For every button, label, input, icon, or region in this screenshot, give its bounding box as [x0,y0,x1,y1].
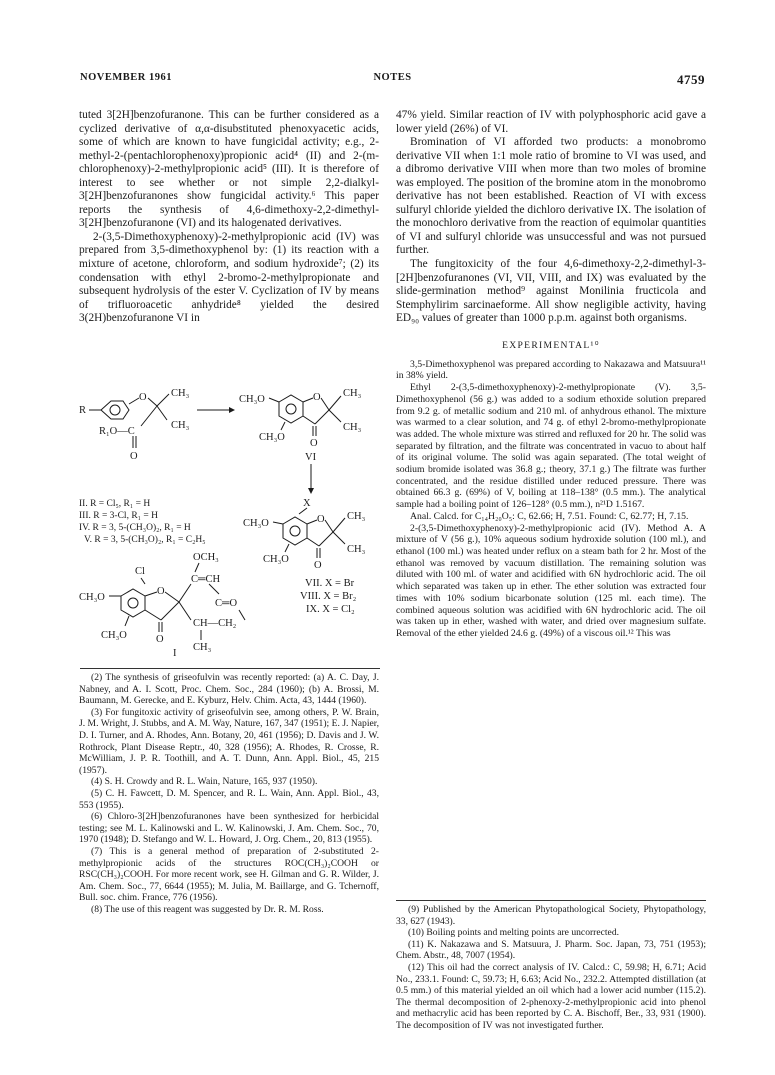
compound-number-i: I [173,648,177,658]
definition-iv: IV. R = 3, 5-(CH₃O)₂, R₁ = H [79,523,191,533]
header-date: NOVEMBER 1961 [80,72,172,83]
experimental-paragraph: Ethyl 2-(3,5-dimethoxyphenoxy)-2-methylpropionate (V). 3,5-Dimethoxyphenol (56 g.) was added to a sodium ethoxide solution prepared from 9.2 g. of metallic sodium and 210 ml. of anhydrous ethanol. The mixture was warmed to a clear solution, and 74 g. of ethyl 2-bromo-methylpropionate was added. The whole mixture was stirred and refluxed for 20 hr. The solid was separated by filtration, and the filtrate was concentrated in vacuo to about half of its original volume. The solid was again separated. (The total weight of sodium bromide isolated was 36.8 g.; theory, 37.1 g.) The filtrate was further concentrated, and the residue distilled under reduced pressure. There was obtained 66.3 g. (69%) of V, boiling at 118–138° (0.5 mm.). The analytical sample had a boiling point of 126–128° (0.5 mm.), n²¹D 1.5167. [396,382,706,511]
footnote: (6) Chloro-3[2H]benzofuranones have been synthesized for herbicidal testing; see M. L. Kalinowski and L. W. Kalinowski, J. Am. Chem. Soc., 70, 1970 (1948); D. Stefango and W. L. Howard, J. Org. Chem., 20, 813 (1955). [79,811,379,846]
halogen-label: X [303,498,311,509]
experimental-paragraph: Anal. Calcd. for C₁₄H₂₀O₅: C, 62.66; H, 7.51. Found: C, 62.77; H, 7.15. [410,510,689,522]
ring-oxygen: O [310,438,318,449]
carbonyl-oxygen: O [130,451,138,462]
header-section: NOTES [373,72,412,83]
body-paragraph: 2-(3,5-Dimethoxyphenoxy)-2-methylpropionic acid (IV) was prepared from 3,5-dimethoxyphenol by: (1) its reaction with a mixture of acetone, chloroform, and sodium hydroxide⁷; (2) its condensation with ethyl 2-bromo-2-methylpropionate and subsequent hydrolysis of the ester V. Cyclization of IV by means of trifluoroacetic anhydride⁸ yielded the desired 3(2H)benzofuranone VI in [79,230,379,325]
methyl-label: CH₃ [343,422,362,433]
reaction-scheme [79,388,384,658]
methoxy-label: CH₃O [79,592,105,603]
experimental-heading: EXPERIMENTAL¹⁰ [502,339,600,351]
methoxy-label: OCH₃ [193,552,219,563]
methoxy-label: CH₃O [243,518,269,529]
definition-viii: VIII. X = Br₂ [300,591,357,602]
methyl-label: CH₃ [347,544,366,555]
definition-vii: VII. X = Br [305,578,355,589]
body-paragraph: tuted 3[2H]benzofuranone. This can be further considered as a cyclized derivative of α,α-disubstituted phenoxyacetic acids, some of which are known to have fungicidal activity; e.g., 2-methyl-2-(pentachlorophenoxy)propionic acid⁴ (II) and 2-(m-chlorophenoxy)-2-methylpropionic acid⁵ (III). It is therefore of interest to see whether or not simple 2,2-dialkyl-3[2H]benzofuranones show fungicidal activity.⁶ This paper reports the synthesis of 4,6-dimethoxy-2,2-dimethyl-3[2H]benzofuranone (VI) and its halogenated derivatives. [79,109,379,230]
halogenated-benzofuranone-structure [243,498,366,615]
footnote: (5) C. H. Fawcett, D. M. Spencer, and R. L. Wain, Ann. Appl. Biol., 43, 553 (1955). [79,787,379,811]
experimental-paragraph: 3,5-Dimethoxyphenol was prepared according to Nakazawa and Matsuura¹¹ in 38% yield. [396,358,706,382]
footnote: (10) Boiling points and melting points are uncorrected. [408,927,620,939]
definition-ix: IX. X = Cl₂ [306,604,355,615]
footnote: (11) K. Nakazawa and S. Matsuura, J. Pharm. Soc. Japan, 73, 751 (1953); Chem. Abstr., 48, 7007 (1954). [396,938,706,962]
methoxy-label: CH₃O [101,630,127,641]
running-header [80,72,705,88]
body-paragraph: Bromination of VI afforded two products: a monobromo derivative VII when 1:1 mole ratio of bromine to VI was used, and a dibromo derivative VIII when more than two moles of bromine was employed. The position of the bromine atom in the monobromo derivative has not been established. Reaction of VI with excess sulfuryl chloride yielded the dichloro derivative IX. The isolation of the monochloro derivative from the reaction of equimolar quantities of VI and sulfuryl chloride was unsuccessful and was not pursued further. [396,136,706,257]
methoxy-label: CH₃O [259,432,285,443]
methyl-label: CH₃ [193,642,212,653]
r-substituent-label: R [79,405,87,416]
benzofuranone-vi-structure [239,388,362,463]
methyl-label: CH₃ [347,511,366,522]
ring-oxygen: O [314,560,322,571]
body-paragraph: The fungitoxicity of the four 4,6-dimethoxy-2,2-dimethyl-3-[2H]benzofuranones (VI, VII, VIII, and IX) was evaluated by the slide-germination method⁹ against Monilinia fructicola and Stemphylirim sarcinaeforme. All show negligible activity, having ED₉₀ values of greater than 1000 p.p.m. against both organisms. [396,258,706,325]
chlorine-label: Cl [135,566,145,577]
ether-oxygen: O [139,392,147,403]
definition-v: V. R = 3, 5-(CH₃O)₂, R₁ = C₂H₅ [84,535,206,545]
footnote: (2) The synthesis of griseofulvin was recently reported: (a) A. C. Day, J. Nabney, and A. I. Scott, Proc. Chem. Soc., 284 (1960); (b) A. Brossi, M. Baumann, M. Gerecke, and E. Kyburz, Helv. Chim. Acta, 43, 1444 (1960). [79,672,379,707]
definition-iii: III. R = 3-Cl, R₁ = H [79,511,158,521]
body-paragraph: 47% yield. Similar reaction of IV with polyphosphoric acid gave a lower yield (26%) of VI. [396,109,706,135]
footnote-rule [80,668,380,669]
methyl-label: CH₃ [171,420,190,431]
ester-label: R₁O—C [99,426,135,437]
methyl-label: CH₃ [171,388,190,399]
footnote: (12) This oil had the correct analysis of IV. Calcd.: C, 59.98; H, 6.71; Acid No., 233.1. Found: C, 59.73; H, 6.63; Acid No., 232.2. Attempted distillation (at 0.5 mm.) of this material yielded an oil which had a lower acid number (115.2). The thermal decomposition of 2-phenoxy-2-methylpropionic acid into phenol and methacrylic acid has been reported by C. A. Bischoff, Ber., 33, 931 (1900). The decomposition of IV was not investigated further. [396,961,706,1031]
methoxy-label: CH₃O [263,554,289,565]
definition-ii: II. R = Cl₅, R₁ = H [79,499,151,509]
footnote: (7) This is a general method of preparation of 2-substituted 2-methylpropionic acids of the structures ROC(CH₃)₂COOH or RSC(CH₃)₂COOH. For more recent work, see H. Gilman and G. R. Wilder, J. Am. Chem. Soc., 77, 6644 (1955); M. Julia, M. Baillarge, and G. Tchernoff, Bull. soc. chim. France, 776 (1956). [79,845,379,904]
methine-label: CH—CH₂ [193,618,237,629]
page-number: 4759 [677,72,705,87]
footnote-rule [396,900,706,901]
right-footnotes [396,904,706,1032]
ketone-label: C═O [215,598,238,609]
left-footnotes [79,672,379,915]
ring-oxygen: O [313,392,321,403]
right-column [396,109,706,640]
phenoxy-acid-structure [79,388,190,462]
enone-label: C═CH [191,574,221,585]
ring-oxygen: O [157,586,165,597]
footnote: (9) Published by the American Phytopathological Society, Phytopathology, 33, 627 (1943). [396,904,706,927]
footnote: (3) For fungitoxic activity of griseofulvin see, among others, P. W. Brain, J. M. Wright, J. Stubbs, and A. M. Way, Nature, 167, 347 (1951); E. J. Napier, D. I. Turner, and A. Rhodes, Ann. Botany, 20, 461 (1956); D. Davis and J. W. Rothrock, Plant Disease Reptr., 40, 328 (1956); A. Rhodes, R. Crosse, R. McWilliam, J. P. R. Toothill, and A. T. Dunn, Ann. Appl. Biol., 45, 215 (1957). [79,706,379,776]
methyl-label: CH₃ [343,388,362,399]
methoxy-label: CH₃O [239,394,265,405]
footnote: (4) S. H. Crowdy and R. L. Wain, Nature, 165, 937 (1950). [91,776,318,788]
left-column [79,109,379,326]
footnote: (8) The use of this reagent was suggested by Dr. R. M. Ross. [91,903,324,915]
ring-oxygen: O [156,634,164,645]
griseofulvin-structure [79,552,245,658]
experimental-paragraph: 2-(3,5-Dimethoxyphenoxy)-2-methylpropionic acid (IV). Method A. A mixture of V (56 g.), 10% aqueous sodium hydroxide solution (100 ml.), and ethanol (100 ml.) was heated under reflux on a steam bath for 2 hr. Most of the ethanol was removed by vacuum distillation. The remaining solution was diluted with 100 ml. of water and acidified with 6N hydrochloric acid. The oil which separated was taken up in ether. The ether solution was extracted four times with 10% sodium bicarbonate solution (125 ml. each time). The combined aqueous solution was acidified with 6N hydrochloric acid. The oil was taken up in ether, washed with water, and dried over magnesium sulfate. Removal of the ether yielded 24.6 g. (49%) of a viscous oil.¹² This was [396,522,706,639]
ring-oxygen: O [317,514,325,525]
compound-number-vi: VI [305,452,317,463]
